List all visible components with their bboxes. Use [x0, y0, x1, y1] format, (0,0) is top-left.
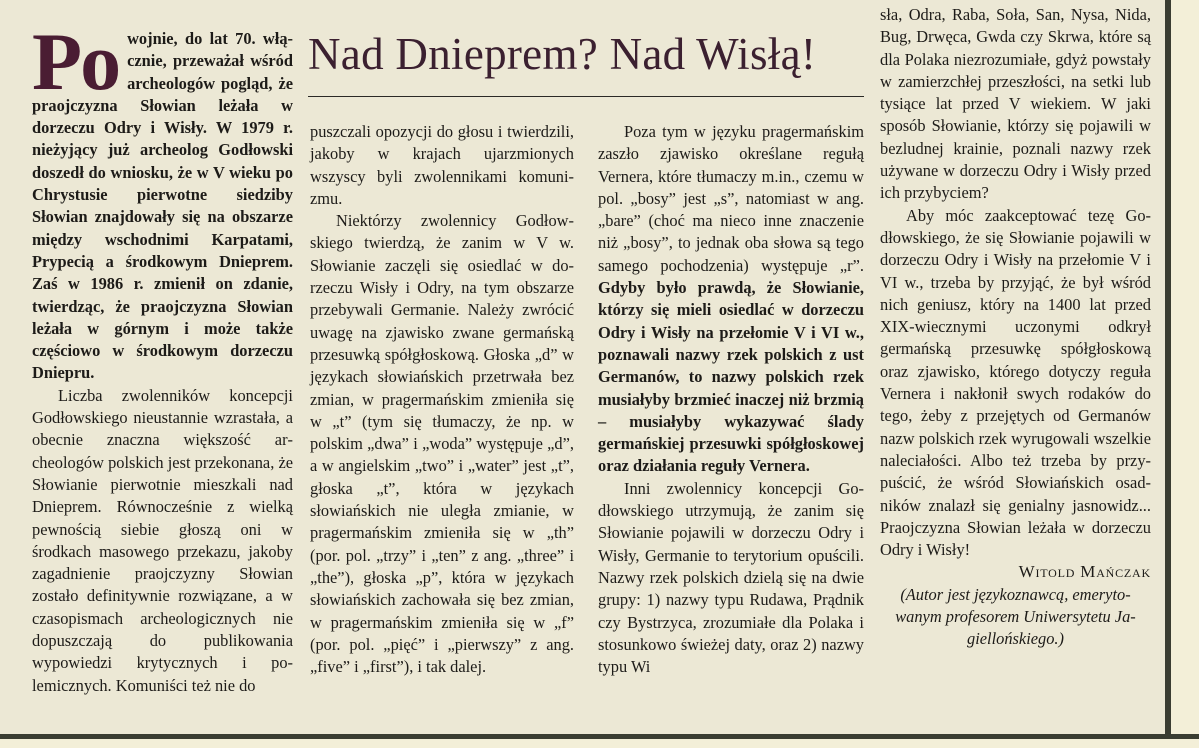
title-divider: [308, 96, 864, 97]
column-1: [32, 16, 293, 697]
page-edge-right: [1165, 0, 1199, 748]
paragraph-5: Aby móc zaakceptować tezę Godłowskiego, że się Słowianie pojawili w dorzeczu Odry i Wisły na przełomie V i VI w., trzeba by przyjąć, że był wśród nich geniusz, który na 1400 lat przed XIX-wiecznymi uczonymi odkrył germańską przesuwkę spółgłoskową oraz zjawisko, którego dotyczy reguła Vernera i nakłonił swych rodaków do tego, żeby z przejętych od Germanów nazw polskich rzek wyrugowali wszelkie naleciałości. Albo też trzeba by przypuścić, że wśród Słowiańskich osadników znalazł się genialny jasnowidz... Praojczyzna Słowian leżała w dorzeczu Odry i Wisły!: [880, 205, 1151, 560]
paragraph-3: Poza tym w języku pragermańskim zaszło zjawisko określane regułą Vernera, które tłumaczy m.in., czemu w pol. „bosy” jest „s”, natomiast w ang. „bare” (choć ma nieco inne znaczenie niż „bosy”, to jednak oba słowa są tego samego pochodzenia) występuje „r”. Gdyby było prawdą, że Słowianie, którzy się mieli osiedlać w dorzeczu Odry i Wisły na przełomie V i VI w., poznawali nazwy rzek polskich z ust Germanów, to nazwy polskich rzek musiałyby brzmieć inaczej niż brzmią – musiałyby wykazywać ślady germańskiej przesuwki spółgłoskowej oraz działania reguły Vernera.: [598, 122, 864, 476]
author-name: Witold Mańczak: [1018, 562, 1151, 582]
paragraph-1b: puszczali opozycji do głosu i twierdzili, jakoby w krajach ujarzmionych wszyscy byli zwolennikami komunizmu.: [310, 122, 574, 208]
column-3: [598, 121, 864, 678]
paragraph-1a: Liczba zwolenników koncepcji Godłowskiego nieustannie wzrastała, a obecnie znaczna większość archeologów polskich jest przekonana, że Słowianie pierwotnie mieszkali nad Dnieprem. Równocześnie z wielką pewnością siebie głoszą oni w środkach masowego przekazu, jakoby zagadnienie praojczyzny Słowian zostało definitywnie rozwiązane, a w czasopismach archeologicznych nie dopuszczają do publikowania wypowiedzi krytycznych i polemicznych. Komuniści też nie do: [32, 385, 293, 695]
author-note: (Autor jest językoznawcą, emerytowanym profesorem Uniwersytetu Jagiellońskiego.): [895, 584, 1136, 649]
lead-paragraph: [32, 16, 293, 385]
page-edge-bottom: [0, 734, 1199, 748]
drop-cap: Po: [32, 16, 120, 107]
article-title: Nad Dnieprem? Nad Wisłą!: [308, 29, 817, 79]
paragraph-4a: Inni zwolennicy koncepcji Godłowskiego utrzymują, że zanim się Słowianie pojawili w dorzeczu Odry i Wisły, Germanie to terytorium opuścili. Nazwy rzek polskich dzielą się na dwie grupy: 1) nazwy typu Rudawa, Prądnik czy Bystrzyca, zrozumiałe dla Polaka i stosunkowo świeżej daty, oraz 2) nazwy typu Wi: [598, 478, 864, 677]
paragraph-2: Niektórzy zwolennicy Godłowskiego twierdzą, że zanim w V w. Słowianie zaczęli się osiedlać w dorzeczu Wisły i Odry, na tym obszarze przebywali Germanie. Należy zwrócić uwagę na zjawisko zwane germańską przesuwką spółgłoskową. Głoska „d” w językach słowiańskich przetrwała bez zmian, w pragermańskim zmieniła się w „t” (tym się tłumaczy, że np. w polskim „dwa” i „woda” występuje „d”, a w angielskim „two” i „water” jest „t”, głoska „t”, która w językach słowiańskich nie uległa zmianie, w pragermańskim zmieniła się w „th” (por. pol. „trzy” i „ten” z ang. „three” i „the”), głoska „p”, która w językach słowiańskich zachowała się bez zmian, w pragermańskim zmieniła się w „f” (por. pol. „pięć” i „pierwszy” z ang. „five” i „first”), i tak dalej.: [310, 211, 574, 677]
column-2: [310, 121, 574, 678]
bold-passage: Gdyby było prawdą, że Słowianie, którzy się mieli osiedlać w dorzeczu Odry i Wisły na przełomie V i VI w., poznawali nazwy rzek polskich z ust Germanów, to nazwy polskich rzek musiałyby brzmieć inaczej niż brzmią – musiałyby wykazywać ślady germańskiej przesuwki spółgłoskowej oraz działania reguły Vernera.: [598, 278, 864, 476]
lead-text: wojnie, do lat 70. włącznie, przeważał wśród archeologów pogląd, że praojczyzna Słowian leżała w dorzeczu Odry i Wisły. W 1979 r. nieżyjący już archeolog Godłowski doszedł do wniosku, że w V wieku po Chrystusie pierwotne siedziby Słowian znajdowały się na obszarze między wschodnimi Karpatami, Prypecią a środkowym Dnieprem. Zaś w 1986 r. zmienił on zdanie, twierdząc, że praojczyzna Słowian leżała w górnym i może także częściowo w środkowym dorzeczu Dniepru.: [32, 29, 293, 383]
paragraph-4b: sła, Odra, Raba, Soła, San, Nysa, Nida, Bug, Drwęca, Gwda czy Skrwa, które są dla Polaka niezrozumiałe, gdyż powstały w zamierzchłej przeszłości, na setki lub tysiące lat przed V wiekiem. W jaki sposób Słowianie, którzy się pojawili w bezludnej krainie, poznali nazwy rzek używane w dorzeczu Odry i Wisły przed ich przybyciem?: [880, 5, 1151, 203]
column-4: [880, 4, 1151, 651]
